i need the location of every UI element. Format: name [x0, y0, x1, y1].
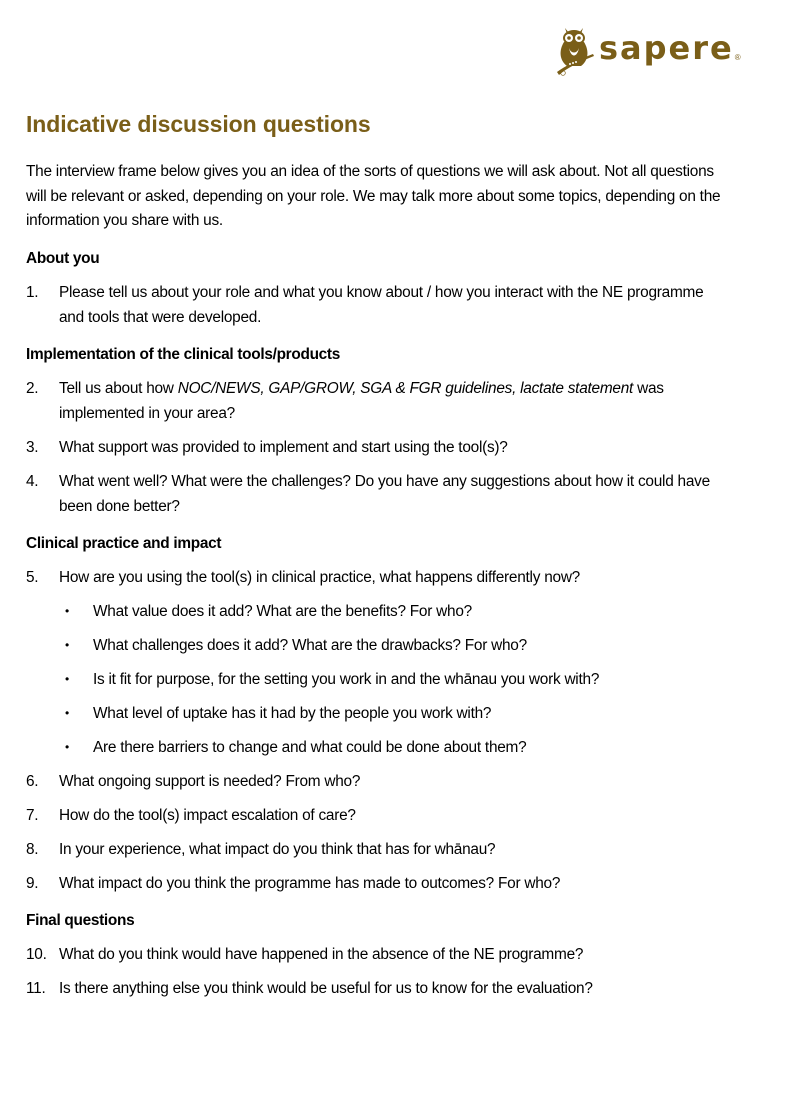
question-number: 6.: [26, 772, 39, 790]
question-text: How are you using the tool(s) in clinical practice, what happens differently now?: [59, 568, 580, 586]
question-text: Is there anything else you think would be useful for us to know for the evaluation?: [59, 979, 593, 997]
question-number: 11.: [26, 979, 46, 997]
question-item: [26, 837, 726, 862]
sub-question-item: [26, 633, 726, 658]
question-number: 8.: [26, 840, 39, 858]
question-item: [26, 565, 726, 590]
question-text: How do the tool(s) impact escalation of care?: [59, 806, 356, 824]
section-heading: Final questions: [26, 911, 135, 929]
tools-list-italic: NOC/NEWS, GAP/GROW, SGA & FGR guidelines, lactate statement: [177, 379, 634, 397]
bullet-icon: •: [65, 705, 69, 720]
sub-question-item: [26, 701, 726, 726]
question-number: 7.: [26, 806, 39, 824]
question-number: 1.: [26, 283, 39, 301]
question-item: [26, 976, 726, 1001]
question-item: [26, 803, 726, 828]
question-item: [26, 942, 726, 967]
question-text: [59, 376, 726, 426]
bullet-icon: •: [65, 739, 69, 754]
question-number: 2.: [26, 379, 39, 397]
sub-question-text: Is it fit for purpose, for the setting you work in and the whānau you work with?: [93, 670, 600, 688]
sub-question-text: What value does it add? What are the benefits? For who?: [93, 602, 472, 620]
question-item: [26, 469, 726, 519]
intro-paragraph: The interview frame below gives you an idea of the sorts of questions we will ask about. Not all questions will be relevant or asked, depending on your role. We may talk more about some topics, depending on the information you share with us.: [26, 163, 721, 229]
question-item: [26, 769, 726, 794]
sub-question-text: What challenges does it add? What are the drawbacks? For who?: [93, 636, 527, 654]
sub-question-text: What level of uptake has it had by the people you work with?: [93, 704, 492, 722]
sub-question-item: [26, 735, 726, 760]
question-number: 3.: [26, 438, 39, 456]
bullet-icon: •: [65, 603, 69, 618]
question-text: What ongoing support is needed? From who?: [59, 772, 361, 790]
document-body: [26, 108, 726, 1001]
section-final-questions: [26, 909, 726, 1001]
question-number: 10.: [26, 945, 47, 963]
section-clinical-practice: [26, 532, 726, 896]
question-text: In your experience, what impact do you think that has for whānau?: [59, 840, 496, 858]
section-heading: About you: [26, 249, 100, 267]
section-about-you: [26, 247, 726, 330]
question-text: What impact do you think the programme has made to outcomes? For who?: [59, 874, 561, 892]
question-item: [26, 871, 726, 896]
sub-question-item: [26, 599, 726, 624]
sub-question-text: Are there barriers to change and what could be done about them?: [93, 738, 527, 756]
bullet-icon: •: [65, 637, 69, 652]
question-text: Please tell us about your role and what you know about / how you interact with the NE programme and tools that were developed.: [59, 283, 704, 326]
owl-icon: [553, 24, 595, 76]
registered-mark: ®: [734, 52, 741, 62]
page-title: Indicative discussion questions: [26, 111, 371, 137]
question-number: 4.: [26, 472, 39, 490]
section-heading: Clinical practice and impact: [26, 534, 222, 552]
question-item: [26, 435, 726, 460]
question-text: What do you think would have happened in the absence of the NE programme?: [59, 945, 584, 963]
section-implementation: [26, 343, 726, 519]
question-text: What went well? What were the challenges? Do you have any suggestions about how it could have been done better?: [59, 472, 710, 515]
question-text-after: was implemented in your area?: [59, 379, 664, 422]
section-heading: Implementation of the clinical tools/products: [26, 345, 341, 363]
question-text-before: Tell us about how: [59, 379, 178, 397]
question-item: [26, 376, 726, 426]
question-text: What support was provided to implement and start using the tool(s)?: [59, 438, 508, 456]
brand-name: sapere: [599, 29, 734, 67]
question-item: [26, 280, 726, 330]
question-number: 9.: [26, 874, 39, 892]
sapere-logo: [553, 24, 741, 76]
question-number: 5.: [26, 568, 39, 586]
bullet-icon: •: [65, 671, 69, 686]
sub-question-item: [26, 667, 726, 692]
